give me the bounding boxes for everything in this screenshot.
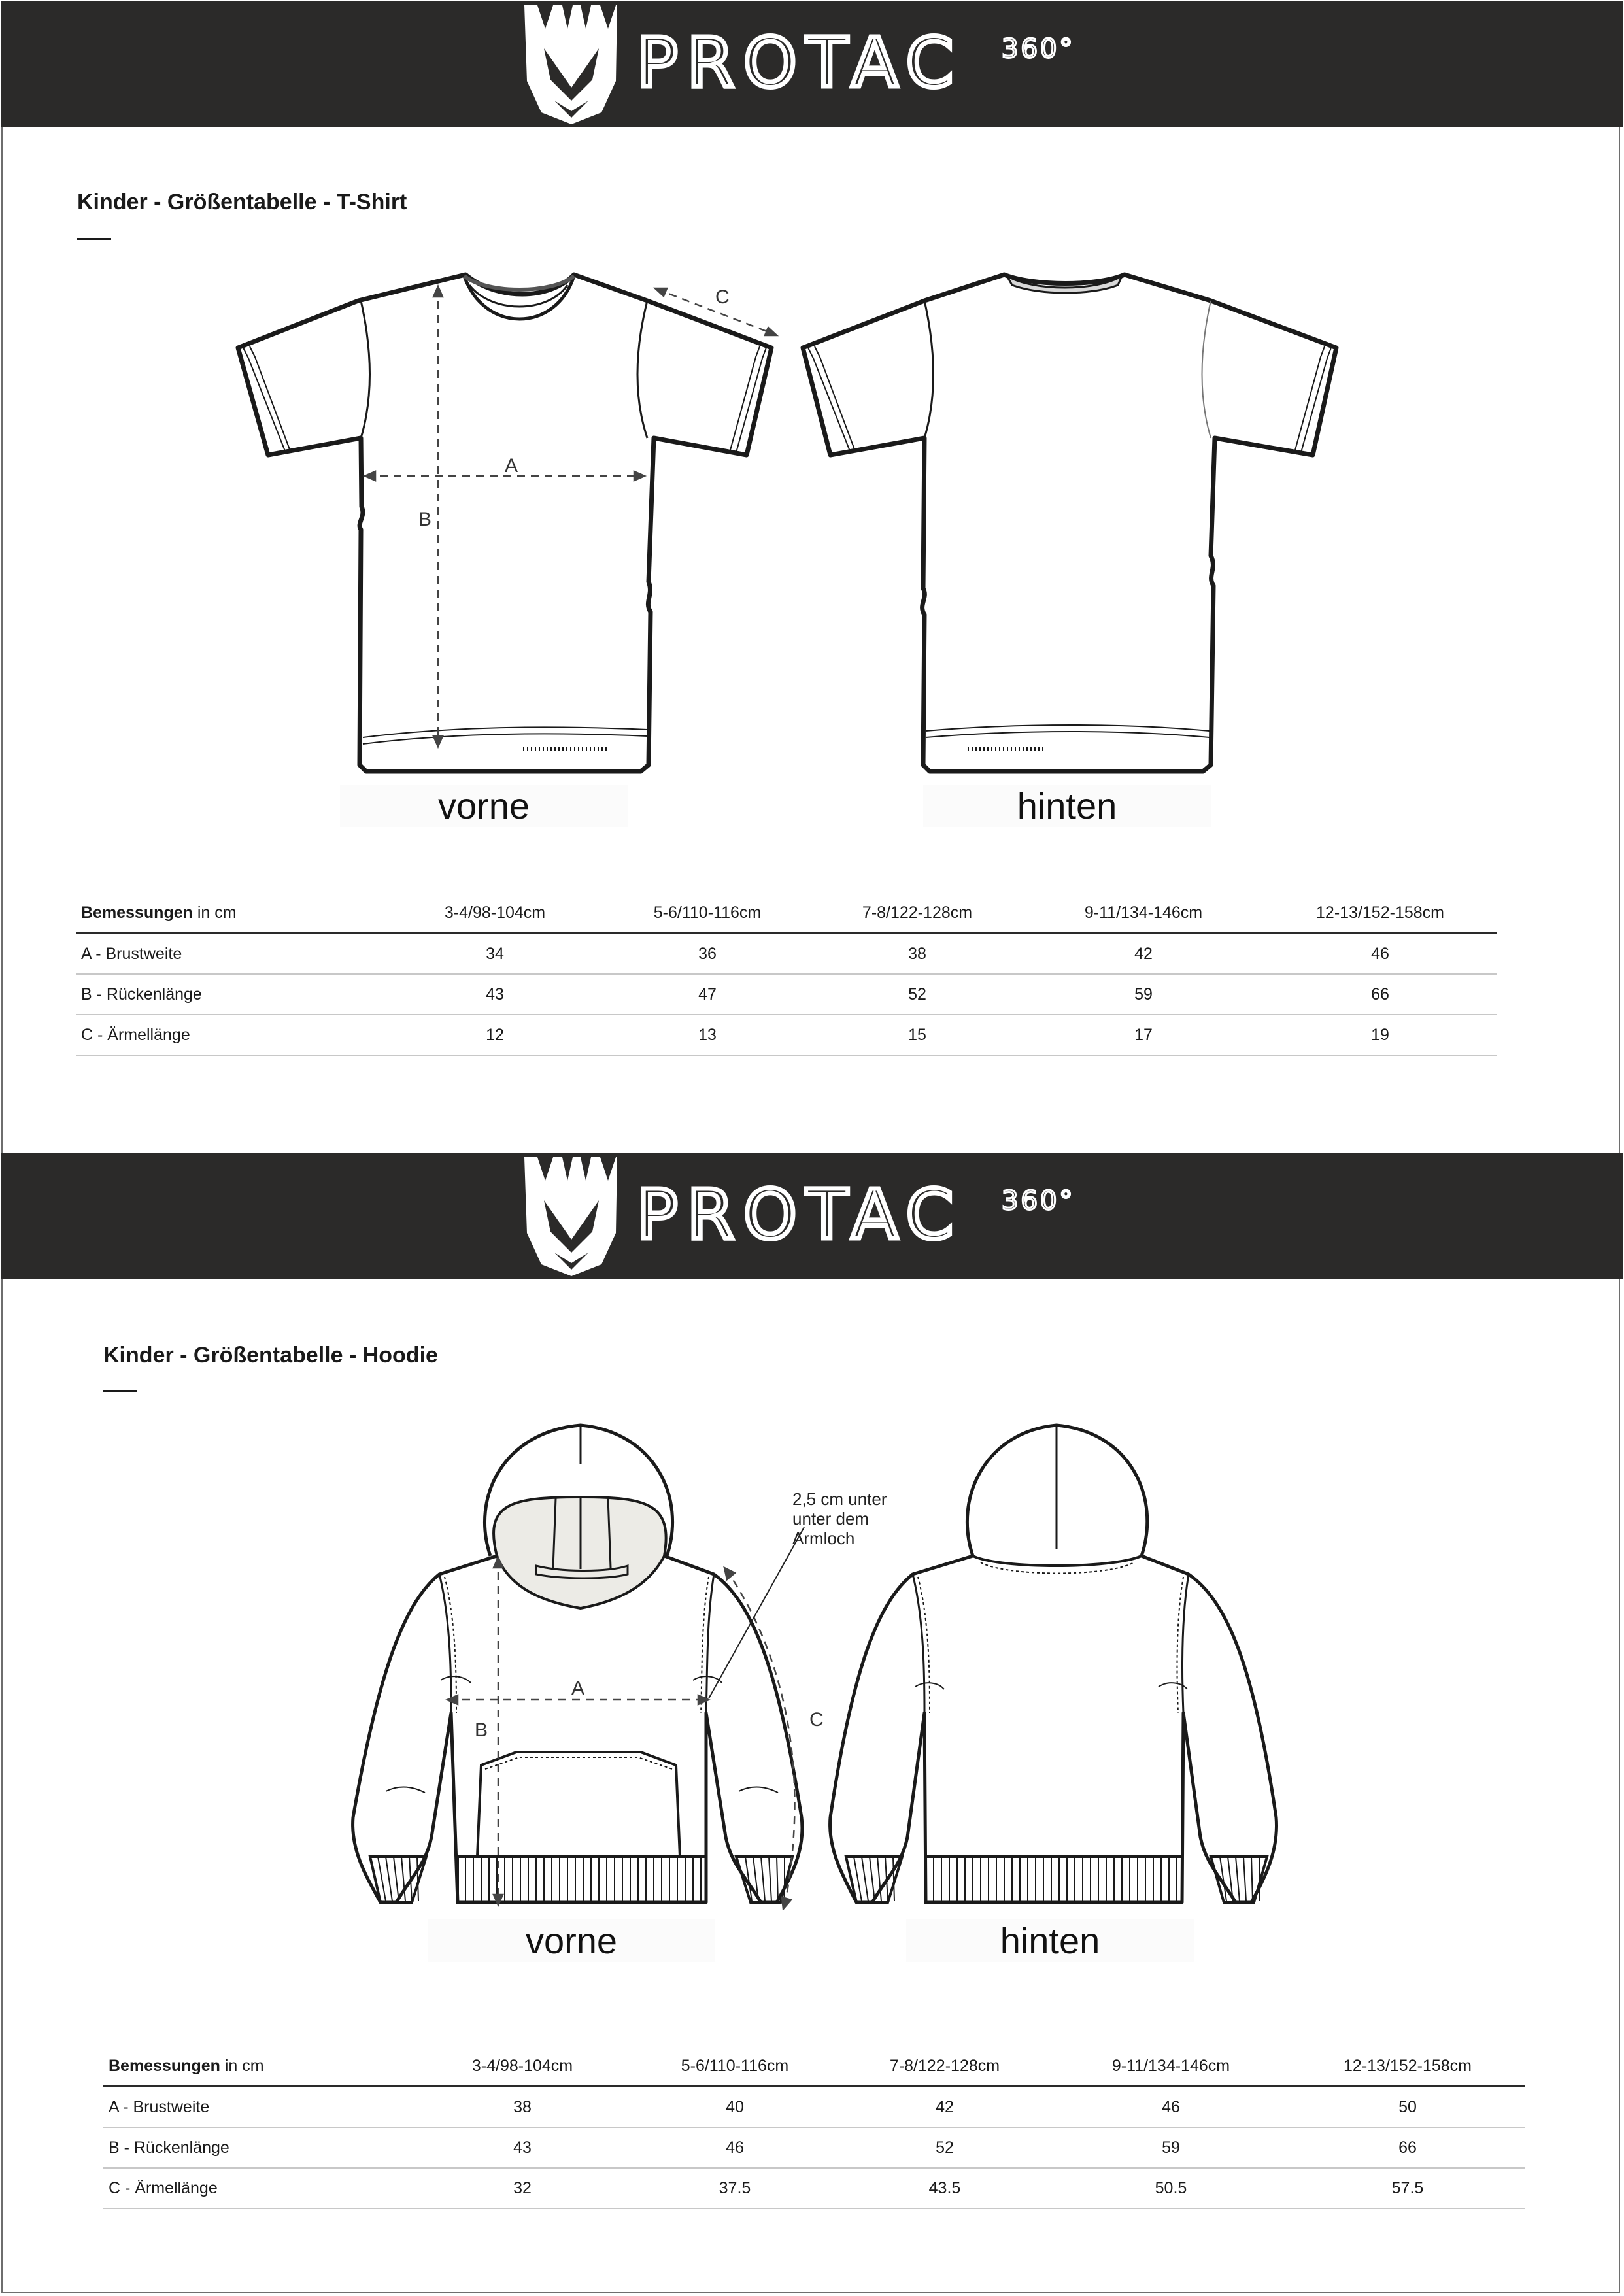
hoodie-marker-b: B <box>475 1719 488 1741</box>
table-header-size: 5-6/110-116cm <box>632 2046 838 2087</box>
table-header-size: 7-8/122-128cm <box>838 2046 1051 2087</box>
hoodie-back-label: hinten <box>906 1919 1194 1962</box>
table-cell: 38 <box>413 2087 632 2128</box>
table-cell: 43.5 <box>838 2168 1051 2208</box>
table-cell: 59 <box>1024 974 1263 1015</box>
table-cell: 32 <box>413 2168 632 2208</box>
hoodie-front-illustration <box>353 1425 802 1902</box>
tshirt-marker-b: B <box>418 509 432 530</box>
table-cell: 13 <box>604 1015 811 1055</box>
brand-wordmark: PROTAC <box>637 1175 963 1255</box>
tshirt-marker-c: C <box>715 286 730 308</box>
table-row <box>103 2127 1525 2168</box>
table-cell: 66 <box>1291 2127 1525 2168</box>
table-header-size: 12-13/152-158cm <box>1291 2046 1525 2087</box>
row-label: B - Rückenlänge <box>103 2127 413 2168</box>
tshirt-front-illustration <box>238 275 771 771</box>
table-row <box>103 2087 1525 2128</box>
tshirt-front-label: vorne <box>340 785 628 827</box>
eagle-logo-icon <box>524 1157 617 1276</box>
tshirt-marker-a: A <box>505 455 518 477</box>
row-label: C - Ärmellänge <box>76 1015 386 1055</box>
table-header-size: 3-4/98-104cm <box>386 893 604 934</box>
hoodie-size-table <box>103 2046 1525 2209</box>
table-cell: 37.5 <box>632 2168 838 2208</box>
table-header-row <box>103 2046 1525 2087</box>
brand-superscript: 360° <box>1002 1186 1075 1216</box>
table-header-size: 5-6/110-116cm <box>604 893 811 934</box>
table-cell: 46 <box>1263 934 1497 975</box>
table-cell: 42 <box>1024 934 1263 975</box>
row-label: A - Brustweite <box>103 2087 413 2128</box>
brand-wordmark: PROTAC <box>637 23 963 103</box>
table-header-row <box>76 893 1497 934</box>
hoodie-note-line3: Armloch <box>792 1528 855 1548</box>
hoodie-marker-c: C <box>809 1709 824 1730</box>
hoodie-back-illustration <box>830 1425 1277 1902</box>
table-cell: 47 <box>604 974 811 1015</box>
table-cell: 42 <box>838 2087 1051 2128</box>
table-header-size: 9-11/134-146cm <box>1024 893 1263 934</box>
tshirt-back-illustration <box>803 275 1336 771</box>
eagle-logo-icon <box>524 5 617 124</box>
table-header-size: 12-13/152-158cm <box>1263 893 1497 934</box>
tshirt-section-title: Kinder - Größentabelle - T-Shirt <box>77 190 407 214</box>
table-cell: 50 <box>1291 2087 1525 2128</box>
table-header-size: 9-11/134-146cm <box>1051 2046 1291 2087</box>
table-cell: 43 <box>413 2127 632 2168</box>
hoodie-section-title: Kinder - Größentabelle - Hoodie <box>103 1343 438 1368</box>
table-cell: 52 <box>811 974 1024 1015</box>
table-header-size: 3-4/98-104cm <box>413 2046 632 2087</box>
table-header-size: 7-8/122-128cm <box>811 893 1024 934</box>
hoodie-title-rule <box>103 1390 137 1392</box>
hoodie-note-line2: unter dem <box>792 1509 870 1528</box>
hoodie-marker-a: A <box>571 1678 585 1699</box>
row-label: B - Rückenlänge <box>76 974 386 1015</box>
table-cell: 46 <box>1051 2087 1291 2128</box>
table-cell: 36 <box>604 934 811 975</box>
tshirt-title-rule <box>77 238 111 240</box>
hoodie-drawing <box>0 1406 1624 1929</box>
table-cell: 43 <box>386 974 604 1015</box>
brand-header-top <box>1 1 1623 127</box>
table-cell: 34 <box>386 934 604 975</box>
table-cell: 50.5 <box>1051 2168 1291 2208</box>
table-cell: 52 <box>838 2127 1051 2168</box>
table-cell: 19 <box>1263 1015 1497 1055</box>
table-cell: 12 <box>386 1015 604 1055</box>
tshirt-drawing <box>0 248 1624 837</box>
table-cell: 66 <box>1263 974 1497 1015</box>
table-header-label: Bemessungen in cm <box>76 893 386 934</box>
table-cell: 17 <box>1024 1015 1263 1055</box>
table-cell: 46 <box>632 2127 838 2168</box>
tshirt-size-table <box>76 893 1497 1056</box>
table-cell: 38 <box>811 934 1024 975</box>
table-cell: 57.5 <box>1291 2168 1525 2208</box>
tshirt-back-label: hinten <box>923 785 1211 827</box>
table-header-label: Bemessungen in cm <box>103 2046 413 2087</box>
hoodie-front-label: vorne <box>428 1919 715 1962</box>
hoodie-note-line1: 2,5 cm unter <box>792 1489 887 1509</box>
table-cell: 15 <box>811 1015 1024 1055</box>
table-row <box>76 1015 1497 1055</box>
table-row <box>76 934 1497 975</box>
table-cell: 59 <box>1051 2127 1291 2168</box>
table-row <box>76 974 1497 1015</box>
table-cell: 40 <box>632 2087 838 2128</box>
brand-superscript: 360° <box>1002 34 1075 64</box>
table-row <box>103 2168 1525 2208</box>
row-label: C - Ärmellänge <box>103 2168 413 2208</box>
row-label: A - Brustweite <box>76 934 386 975</box>
brand-header-middle <box>1 1153 1623 1279</box>
